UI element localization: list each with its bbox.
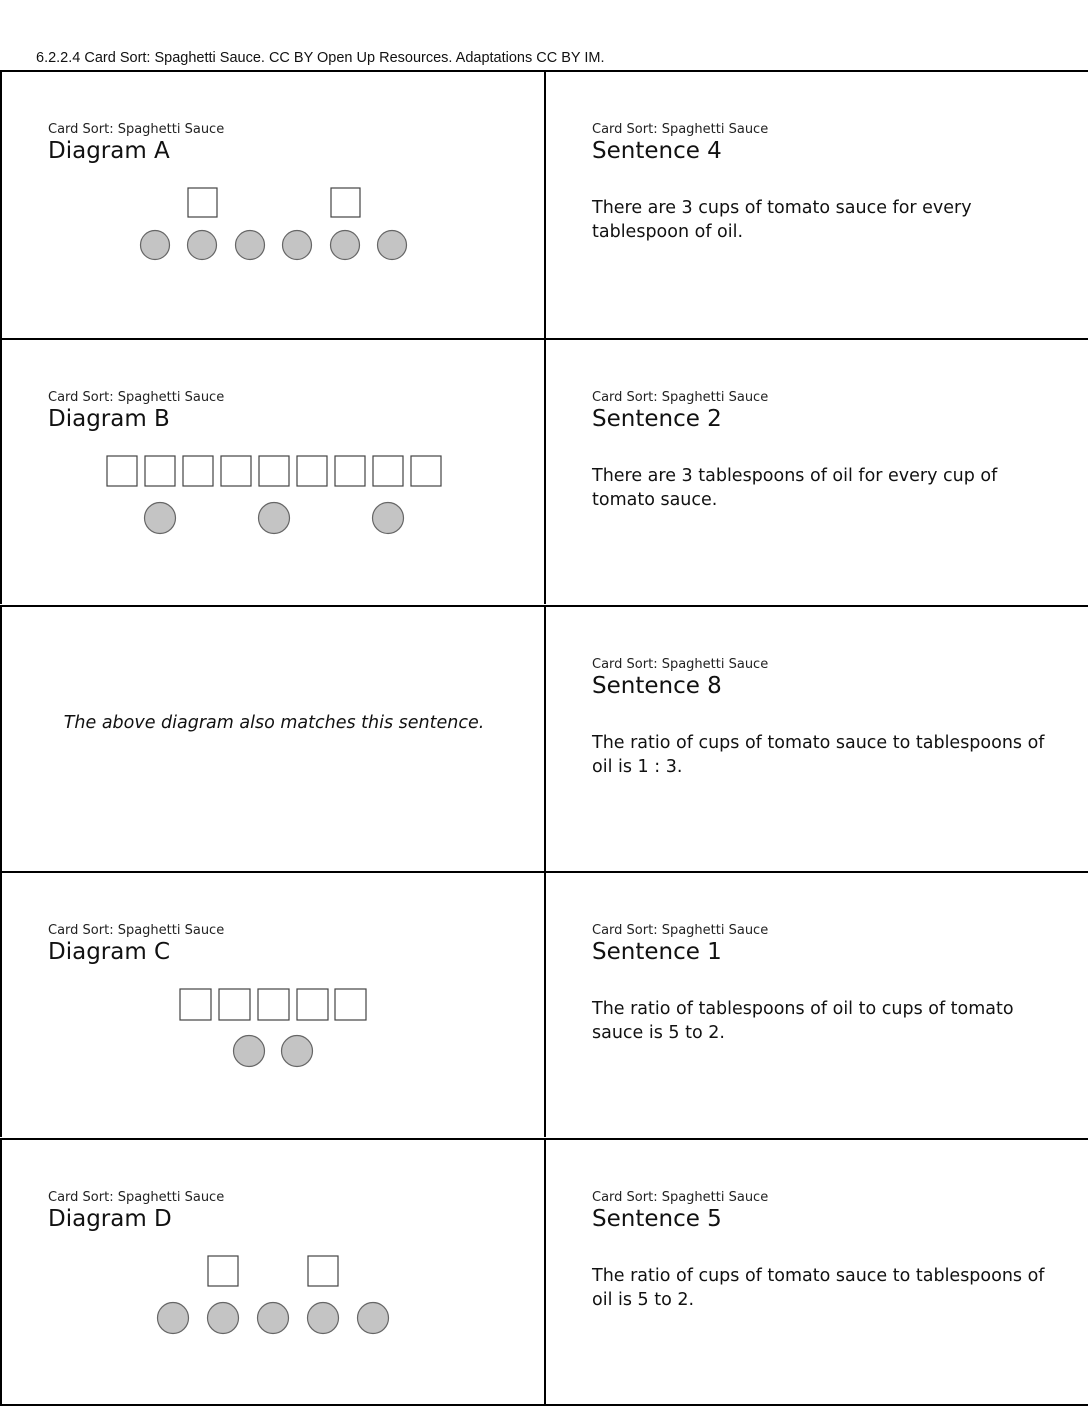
card-tag: Card Sort: Spaghetti Sauce bbox=[48, 1190, 225, 1205]
card-row bbox=[0, 605, 1088, 871]
card-title: Sentence 8 bbox=[592, 673, 722, 699]
square-shape bbox=[297, 989, 328, 1020]
circle-shape bbox=[188, 231, 217, 260]
circle-shape bbox=[234, 1036, 265, 1067]
square-shape bbox=[373, 456, 403, 486]
card-tag: Card Sort: Spaghetti Sauce bbox=[592, 923, 769, 938]
square-shape bbox=[335, 456, 365, 486]
square-shape bbox=[258, 989, 289, 1020]
card-row bbox=[0, 72, 1088, 338]
card-row bbox=[0, 338, 1088, 604]
circle-shape bbox=[331, 231, 360, 260]
square-shape bbox=[183, 456, 213, 486]
square-shape bbox=[145, 456, 175, 486]
attribution-line: 6.2.2.4 Card Sort: Spaghetti Sauce. CC BY Open Up Resources. Adaptations CC BY IM. bbox=[36, 50, 605, 66]
circle-shape bbox=[208, 1303, 239, 1334]
card-title: Sentence 4 bbox=[592, 138, 722, 164]
circle-shape bbox=[378, 231, 407, 260]
circle-shape bbox=[308, 1303, 339, 1334]
diagram-c bbox=[2, 973, 546, 1083]
diagram-d bbox=[2, 1240, 546, 1350]
sentence-text: The ratio of cups of tomato sauce to tablespoons of oil is 5 to 2. bbox=[592, 1266, 1045, 1310]
square-shape bbox=[221, 456, 251, 486]
diagram-card bbox=[0, 340, 544, 604]
card-tag: Card Sort: Spaghetti Sauce bbox=[592, 1190, 769, 1205]
sentence-text: There are 3 tablespoons of oil for every cup of tomato sauce. bbox=[592, 466, 998, 510]
square-shape bbox=[331, 188, 360, 217]
card-title: Diagram B bbox=[48, 406, 170, 432]
circle-shape bbox=[141, 231, 170, 260]
note-card bbox=[0, 607, 544, 871]
match-note: The above diagram also matches this sentence. bbox=[63, 713, 485, 733]
card-tag: Card Sort: Spaghetti Sauce bbox=[48, 390, 225, 405]
card-title: Diagram D bbox=[48, 1206, 172, 1232]
sentence-text: The ratio of cups of tomato sauce to tablespoons of oil is 1 : 3. bbox=[592, 733, 1045, 777]
card-title: Sentence 5 bbox=[592, 1206, 722, 1232]
card-tag: Card Sort: Spaghetti Sauce bbox=[592, 390, 769, 405]
circle-shape bbox=[358, 1303, 389, 1334]
square-shape bbox=[107, 456, 137, 486]
diagram-card bbox=[0, 72, 544, 338]
square-shape bbox=[297, 456, 327, 486]
circle-shape bbox=[283, 231, 312, 260]
circle-shape bbox=[145, 503, 176, 534]
square-shape bbox=[208, 1256, 238, 1286]
circle-shape bbox=[259, 503, 290, 534]
square-shape bbox=[308, 1256, 338, 1286]
card-title: Diagram C bbox=[48, 939, 171, 965]
card-tag: Card Sort: Spaghetti Sauce bbox=[48, 122, 225, 137]
square-shape bbox=[259, 456, 289, 486]
card-title: Diagram A bbox=[48, 138, 170, 164]
card-tag: Card Sort: Spaghetti Sauce bbox=[592, 122, 769, 137]
square-shape bbox=[188, 188, 217, 217]
square-shape bbox=[335, 989, 366, 1020]
card-grid bbox=[0, 70, 1088, 1406]
circle-shape bbox=[373, 503, 404, 534]
card-tag: Card Sort: Spaghetti Sauce bbox=[48, 923, 225, 938]
sentence-card bbox=[544, 873, 1088, 1137]
card-row bbox=[0, 1138, 1088, 1404]
square-shape bbox=[180, 989, 211, 1020]
circle-shape bbox=[158, 1303, 189, 1334]
circle-shape bbox=[258, 1303, 289, 1334]
card-tag: Card Sort: Spaghetti Sauce bbox=[592, 657, 769, 672]
diagram-card bbox=[0, 873, 544, 1137]
square-shape bbox=[411, 456, 441, 486]
sentence-card bbox=[544, 340, 1088, 604]
circle-shape bbox=[236, 231, 265, 260]
diagram-b bbox=[2, 440, 546, 550]
circle-shape bbox=[282, 1036, 313, 1067]
square-shape bbox=[219, 989, 250, 1020]
sentence-card bbox=[544, 72, 1088, 338]
card-row bbox=[0, 871, 1088, 1137]
sentence-card bbox=[544, 1140, 1088, 1404]
diagram-a bbox=[2, 172, 546, 282]
diagram-card bbox=[0, 1140, 544, 1404]
card-title: Sentence 2 bbox=[592, 406, 722, 432]
card-title: Sentence 1 bbox=[592, 939, 722, 965]
sentence-text: The ratio of tablespoons of oil to cups of tomato sauce is 5 to 2. bbox=[592, 999, 1014, 1043]
sentence-card bbox=[544, 607, 1088, 871]
sentence-text: There are 3 cups of tomato sauce for every tablespoon of oil. bbox=[592, 198, 972, 242]
